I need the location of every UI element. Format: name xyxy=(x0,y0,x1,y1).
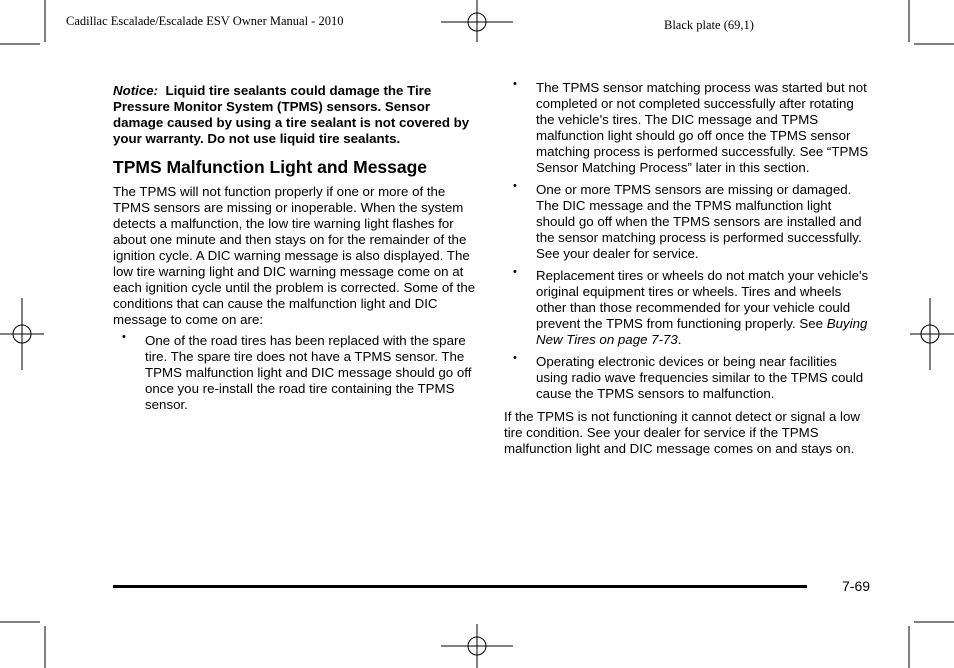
list-item-text: The TPMS sensor matching process was started but not completed or not completed successfully after rotating the vehicle's tires. The DIC message and TPMS malfunction light should go off once the TPMS sensor matching process is performed successfully. See “TPMS Sensor Matching Process” later in this section. xyxy=(536,80,869,175)
closing-paragraph: If the TPMS is not functioning it cannot detect or signal a low tire condition. See your dealer for service if the TPMS malfunction light and DIC message comes on and stays on. xyxy=(504,409,861,456)
list-item xyxy=(504,354,871,402)
right-column xyxy=(504,80,871,457)
bullet-icon: • xyxy=(513,266,517,278)
list-item-text: One or more TPMS sensors are missing or damaged. The DIC message and the TPMS malfunction light should go off when the TPMS sensors are installed and the sensor matching process is performed successfully. See your dealer for service. xyxy=(536,182,862,261)
bullet-icon: • xyxy=(513,352,517,364)
header-manual-title: Cadillac Escalade/Escalade ESV Owner Manual - 2010 xyxy=(66,14,344,28)
registration-target-bottom xyxy=(441,624,513,668)
footer-rule xyxy=(113,585,807,588)
list-item xyxy=(504,268,871,348)
registration-target-top xyxy=(441,0,513,42)
list-item xyxy=(113,333,478,413)
notice xyxy=(113,83,478,147)
cross-reference-link[interactable]: Buying New Tires on page 7-73 xyxy=(536,316,868,347)
bullet-list-left xyxy=(113,333,478,413)
bullet-list-right xyxy=(504,80,871,402)
left-column xyxy=(113,83,478,419)
section-intro: The TPMS will not function properly if one or more of the TPMS sensors are missing or inoperable. When the system detects a malfunction, the low tire warning light flashes for about one minute and then stays on for the remainder of the ignition cycle. A DIC warning message is also displayed. The low tire warning light and DIC warning message come on at each ignition cycle until the problem is corrected. Some of the conditions that can cause the malfunction light and DIC message to come on are: xyxy=(113,184,476,327)
notice-text: Liquid tire sealants could damage the Tire Pressure Monitor System (TPMS) sensors. Sensor damage caused by using a tire sealant is not covered by your warranty. Do not use liquid tire sealants. xyxy=(113,83,470,146)
list-item xyxy=(504,182,871,262)
registration-target-right xyxy=(910,298,954,370)
bullet-icon: • xyxy=(513,180,517,192)
section-title: TPMS Malfunction Light and Message xyxy=(113,157,428,177)
bullet-icon: • xyxy=(122,331,126,343)
notice-label: Notice: xyxy=(113,83,159,98)
list-item-text: Operating electronic devices or being near facilities using radio wave frequencies similar to the TPMS could cause the TPMS sensors to malfunction. xyxy=(536,354,864,401)
list-item-end: . xyxy=(677,332,682,347)
list-item-text: One of the road tires has been replaced with the spare tire. The spare tire does not have a TPMS sensor. The TPMS malfunction light and DIC message should go off once you re-install the road tire containing the TPMS sensor. xyxy=(145,333,472,412)
registration-target-left xyxy=(0,298,44,370)
list-item xyxy=(504,80,871,176)
bullet-icon: • xyxy=(513,78,517,90)
header-plate: Black plate (69,1) xyxy=(664,18,754,32)
list-item-text: Replacement tires or wheels do not match your vehicle's original equipment tires or wheels. Tires and wheels other than those recommended for your vehicle could prevent the TPMS from functioning properly. See xyxy=(536,268,869,331)
page-number: 7-69 xyxy=(842,578,871,594)
